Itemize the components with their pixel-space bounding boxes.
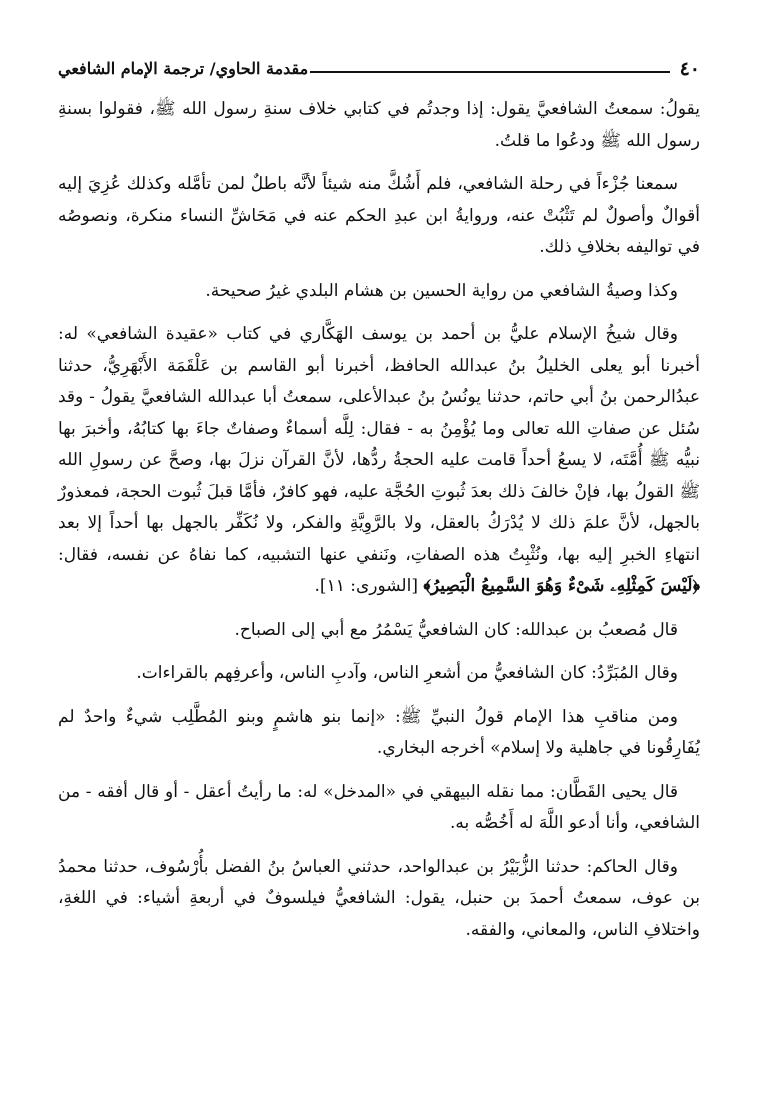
body-text (58, 94, 700, 958)
paragraph-3: وكذا وصيةُ الشافعي من رواية الحسين بن هشام البلدي غيرُ صحيحة. (205, 280, 678, 301)
paragraph-4 (58, 319, 700, 603)
verse-reference: [الشورى: ١١]. (314, 576, 418, 596)
paragraph-8: قال يحيى القَطَّان: مما نقله البيهقي في «المدخل» له: ما رأيتُ أعقل - أو قال أفقه - من الشافعي، وأنا أدعو اللَّهَ له أَخُصُّه به. (58, 781, 700, 833)
paragraph-4-text: وقال شيخُ الإسلام عليُّ بن أحمد بن يوسف الهَكَّاري في كتاب «عقيدة الشافعي» له: أخبرنا أبو يعلى الخليلُ بنُ عبدالله الحافظ، أخبرنا أبو القاسم بن عَلْقَمَة الأَبْهَرِيُّ، حدثنا عبدُالرحمن بنُ أبي حاتم، حدثنا يونُسُ بنُ عبدالأعلى، سمعتُ أبا عبدالله الشافعيَّ يقولُ - وقد سُئل عن صفاتِ الله تعالى وما يُؤْمِنُ به - فقال: لِلَّه أسماءٌ وصفاتٌ جاءَ بها كتابُهُ، وأخبرَ بها نبيُّه ﷺ أُمَّتَه، لا يسعُ أحداً قامت عليه الحجةُ ردُّها، لأنَّ القرآن نزلَ بها، وصحَّ عن رسولِ الله ﷺ القولُ بها، فإنْ خالفَ ذلك بعدَ ثُبوتِ الحُجَّة عليه، فهو كافرٌ، فأمَّا قبلَ ثُبوت الحجة، فمعذورٌ بالجهل، لأنَّ علمَ ذلك لا يُدْرَكُ بالعقل، ولا بالرَّوِيَّةِ والفكر، ولا نُكَفِّر بالجهل بها أحداً إلا بعد انتهاءِ الخبرِ إليه بها، ونُثْبِتُ هذه الصفاتِ، ونَنفي عنها التشبيه، كما نفاهُ عن نفسه، فقال: (58, 324, 700, 565)
paragraph-1: يقولُ: سمعتُ الشافعيَّ يقول: إذا وجدتُم في كتابي خلاف سنةِ رسول الله ﷺ، فقولوا بسنةِ رسول الله ﷺ ودعُوا ما قلتُ. (58, 99, 700, 151)
paragraph-9: وقال الحاكم: حدثنا الزُّبَيْرُ بن عبدالواحد، حدثني العباسُ بنُ الفضل بأُرْسُوف، حدثنا محمدُ بن عوف، سمعتُ أحمدَ بن حنبل، يقول: الشافعيُّ فيلسوفٌ في أربعةِ أشياء: في اللغةِ، واختلافِ الناس، والمعاني، والفقه. (58, 856, 700, 940)
paragraph-6: وقال المُبَرِّدُ: كان الشافعيُّ من أشعرِ الناس، وآدبِ الناس، وأعرفِهم بالقراءات. (136, 663, 678, 683)
page-number: ٤٠ (679, 58, 700, 80)
page-header (58, 58, 700, 84)
quran-verse: ﴿لَيْسَ كَمِثْلِهِۦ شَىْءٌ وَهُوَ السَّمِيعُ الْبَصِيرُ﴾ (423, 576, 700, 596)
paragraph-7: ومن مناقبِ هذا الإمام قولُ النبيِّ ﷺ: «إنما بنو هاشمٍ وبنو المُطَّلِب شيءٌ واحدٌ لم يُفَارِقُونا في جاهلية ولا إسلام» أخرجه البخاري. (58, 706, 700, 758)
paragraph-2: سمعنا جُزْءاً في رحلة الشافعي، فلم أَشُكَّ منه شيئاً لأنَّه باطلٌ لمن تأمَّله وكذلك عُزِيَ إليه أقوالٌ وأصولٌ لم تَثْبُتْ عنه، وروايةُ ابن عبدِ الحكم عنه في مَحَاشِّ النساء منكرة، ونصوصُه في تواليفه بخلافِ ذلك. (58, 174, 700, 257)
paragraph-5: قال مُصعبُ بن عبدالله: كان الشافعيُّ يَسْمُرُ مع أبي إلى الصباح. (234, 619, 678, 640)
header-rule (310, 71, 670, 73)
running-title: مقدمة الحاوي/ ترجمة الإمام الشافعي (58, 59, 309, 78)
